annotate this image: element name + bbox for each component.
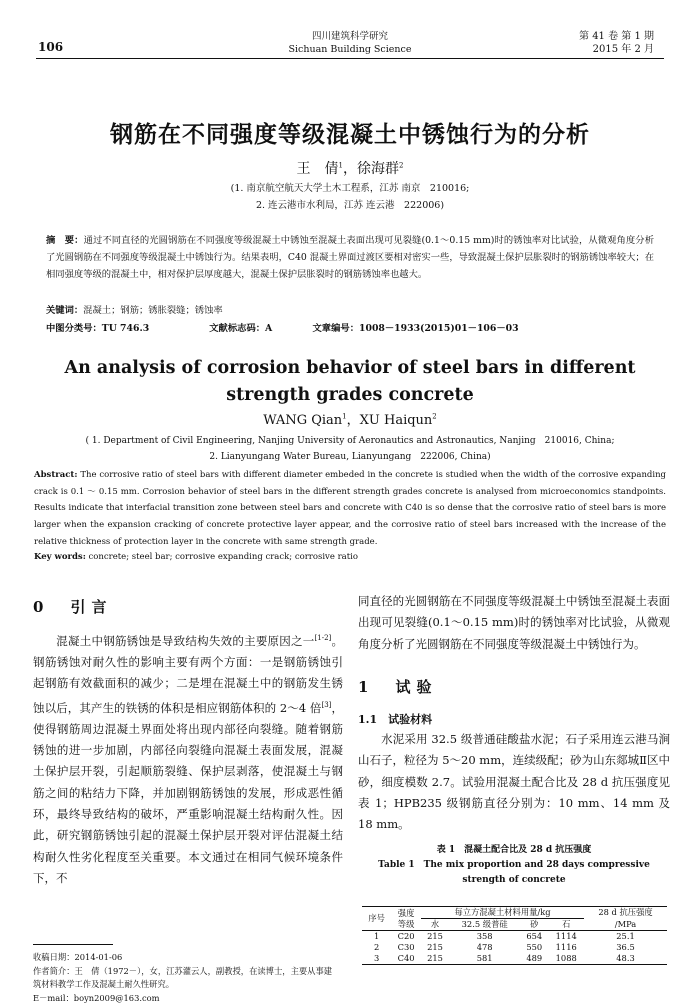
doc-code-label: 文献标志码：: [209, 323, 266, 334]
intro-text-2: 。钢筋锈蚀对耐久性的影响主要有两个方面：一是钢筋锈蚀引起钢筋有效截面积的减少；二是埋在混凝土中的钢筋发生锈蚀以后，其产生的铁锈的体积是相应钢筋体积的 2～4 倍: [33, 633, 344, 715]
clc-code: TU 746.3: [101, 323, 150, 334]
author-1-mark: 1: [338, 161, 343, 170]
journal-name-en: Sichuan Building Science: [288, 44, 412, 55]
citation-1-2: [1-2]: [314, 634, 332, 642]
citation-3: [3]: [321, 700, 332, 709]
issue-date: 2015 年 2 月: [592, 44, 654, 55]
keywords-en-text: concrete; steel bar; corrosive expanding crack; corrosive ratio: [88, 552, 358, 562]
table-row: 3 C40 215 581 489 1088 48.3: [362, 953, 667, 965]
col-mix: 每立方混凝土材料用量/kg: [421, 907, 584, 919]
author-email: E－mail：boyn2009@163.com: [33, 992, 160, 1003]
title-en: [0, 355, 700, 409]
col-strength: 28 d 抗压强度: [598, 907, 653, 918]
author-en-1: WANG Qian: [263, 413, 343, 428]
authors-cn: [0, 158, 700, 178]
abstract-cn: [46, 232, 654, 283]
abstract-en-text: The corrosive ratio of steel bars with different diameter embeded in the concrete is studied when the width of the corrosive expanding crack is 0.1 ～ 0.15 mm. Corrosion behavior of steel bars in the different strength grades concrete is analysed from microeconomics standpoints. Results indicate that interfacial transition zone between steel bars and concrete with C40 is so dense that the corrosive ratio of steel bars is more larger when the expansion cracking of concrete protective layer appear, and the corrosive ratio of steel bars increased with the increase of the relative thickness of protection layer in the concrete with same strength grade.: [34, 470, 666, 547]
table-row: 2 C30 215 478 550 1116 36.5: [373, 942, 635, 952]
intro-continuation: 同直径的光圆钢筋在不同强度等级混凝土中锈蚀至混凝土表面出现可见裂缝(0.1～0.15 mm)时的锈蚀率对比试验，从微观角度分析了光圆钢筋在不同强度等级混凝土中锈蚀行为。: [358, 594, 670, 651]
section-1-title: 试验: [395, 678, 438, 696]
author-2-mark: 2: [399, 161, 404, 170]
keywords-en: [34, 552, 666, 562]
section-0: [33, 596, 343, 617]
materials-text: 水泥采用 32.5 级普通硅酸盐水泥；石子采用连云港马涧山石子，粒径为 5～20 mm，连续级配；砂为山东郯城Ⅱ区中砂，细度模数 2.7。试验用混凝土配合比及 28 d 抗压强度见表 1；HPB235 级钢筋直径分别为：10 mm、14 mm 及 18 mm。: [358, 732, 670, 832]
author-2: 徐海群: [357, 161, 399, 177]
affiliation-en-1: ( 1. Department of Civil Engineering, Nanjing University of Aeronautics and Astronautics, Nanjing 210016, China;: [85, 436, 615, 446]
abstract-cn-text: 通过不同直径的光圆钢筋在不同强度等级混凝土中锈蚀至混凝土表面出现可见裂缝(0.1～0.15 mm)时的锈蚀率对比试验，从微观角度分析了光圆钢筋在不同强度等级混凝土中锈蚀行为。结果表明，C40 混凝土界面过渡区要相对密实一些，导致混凝土保护层胀裂时的钢筋锈蚀率较大；在相同强度等级的混凝土中，相对保护层厚度越大，混凝土保护层胀裂时的钢筋锈蚀率也越大。: [46, 235, 654, 280]
table-1-caption-cn: 表 1 混凝土配合比及 28 d 抗压强度: [436, 845, 592, 855]
classification-row: [46, 320, 519, 334]
author-separator: ，: [343, 161, 357, 177]
author-en-separator: ，: [346, 413, 360, 428]
col-grade-line-1: 强度: [397, 907, 415, 918]
keywords-en-label: Key words:: [34, 552, 86, 562]
intro-text-3: ，使得钢筋周边混凝土界面处将出现内部径向裂缝。随着钢筋锈蚀的进一步加剧，内部径向裂缝向混凝土表面发展，混凝土保护层开裂，引起顺筋裂缝、保护层剥落，使混凝土与钢筋之间的粘结力下降，并加剧钢筋锈蚀的发展，形成恶性循环，最终导致结构的破坏，严重影响混凝土结构耐久性。因此，研究钢筋锈蚀引起的混凝土保护层开裂对评估混凝土结构耐久性劣化程度至关重要。本文通过在相同气候环境条件下，不: [33, 700, 344, 885]
section-1-heading: [358, 676, 670, 697]
author-en-2: XU Haiqun: [359, 413, 433, 428]
col-cement: 32.5 级普硅: [461, 919, 508, 929]
affiliation-cn-1: (1. 南京航空航天大学土木工程系，江苏 南京 210016;: [230, 183, 470, 194]
section-0-heading: [33, 596, 343, 617]
keywords-cn: [46, 302, 654, 319]
table-1-caption: [358, 843, 670, 888]
col-strength-unit: /MPa: [614, 918, 637, 929]
doc-code: A: [265, 323, 273, 334]
col-sand: 砂: [530, 919, 539, 929]
section-1-number: 1: [358, 678, 375, 696]
table-1: [362, 906, 667, 965]
footnote-rule: [33, 944, 113, 945]
author-bio: 作者简介：王 倩（1972－），女，江苏灌云人，副教授，在读博士，主要从事建筑材料教学工作及混凝土耐久性研究。: [33, 965, 333, 989]
table-row: 1 C20 215 358 654 1114 25.1: [373, 931, 635, 941]
title-en-line-2: strength grades concrete: [226, 385, 474, 405]
section-0-body: [33, 628, 343, 889]
authors-en: [0, 409, 700, 428]
keywords-cn-label: 关键词：: [46, 305, 84, 316]
section-1-1-number: 1.1: [358, 713, 378, 726]
volume-issue: 第 41 卷 第 1 期: [579, 31, 654, 42]
journal-name-cn: 四川建筑科学研究: [311, 31, 388, 42]
article-id: 1008－1933(2015)01－106－03: [359, 323, 519, 334]
section-1-1-heading: [358, 711, 670, 727]
abstract-en: [34, 467, 666, 551]
title-en-line-1: An analysis of corrosion behavior of steel bars in different: [64, 358, 636, 378]
author-1: 王 倩: [296, 161, 339, 177]
running-header: [0, 0, 700, 60]
received-date: 收稿日期：2014-01-06: [33, 952, 123, 962]
affiliation-en-2: 2. Lianyungang Water Bureau, Lianyungang 222006, China): [209, 452, 491, 462]
author-en-2-mark: 2: [432, 412, 437, 421]
title-cn: 钢筋在不同强度等级混凝土中锈蚀行为的分析: [110, 121, 590, 148]
author-en-1-mark: 1: [342, 412, 347, 421]
article-id-label: 文章编号：: [312, 323, 359, 334]
affiliation-cn-2: 2. 连云港市水利局，江苏 连云港 222006): [255, 200, 445, 211]
intro-text-1: 混凝土中钢筋锈蚀是导致结构失效的主要原因之一: [56, 633, 315, 648]
section-1-1-body: [358, 729, 670, 835]
abstract-cn-label: 摘 要：: [46, 235, 84, 246]
section-0-title: 引言: [70, 598, 113, 616]
affiliations-cn: [0, 180, 700, 214]
header-rule: [36, 58, 664, 59]
footnotes: [33, 951, 333, 1005]
col-stone: 石: [562, 919, 571, 929]
col-no: 序号: [362, 907, 391, 931]
table-1-caption-en-2: strength of concrete: [462, 875, 566, 885]
col-grade: [391, 907, 421, 931]
issue-info: [579, 30, 654, 56]
page-number: 106: [38, 40, 64, 54]
col-water: 水: [430, 919, 440, 929]
keywords-cn-text: 混凝土；钢筋；锈胀裂缝；锈蚀率: [83, 305, 223, 316]
col-grade-line-2: 等级: [397, 918, 415, 929]
section-0-number: 0: [33, 598, 50, 616]
table-1-caption-en-1: Table 1 The mix proportion and 28 days compressive: [378, 860, 650, 870]
abstract-en-label: Abstract:: [34, 470, 78, 480]
clc-label: 中图分类号：: [46, 323, 102, 334]
section-1-1-title: 试验材料: [388, 713, 433, 726]
affiliations-en: [0, 433, 700, 465]
